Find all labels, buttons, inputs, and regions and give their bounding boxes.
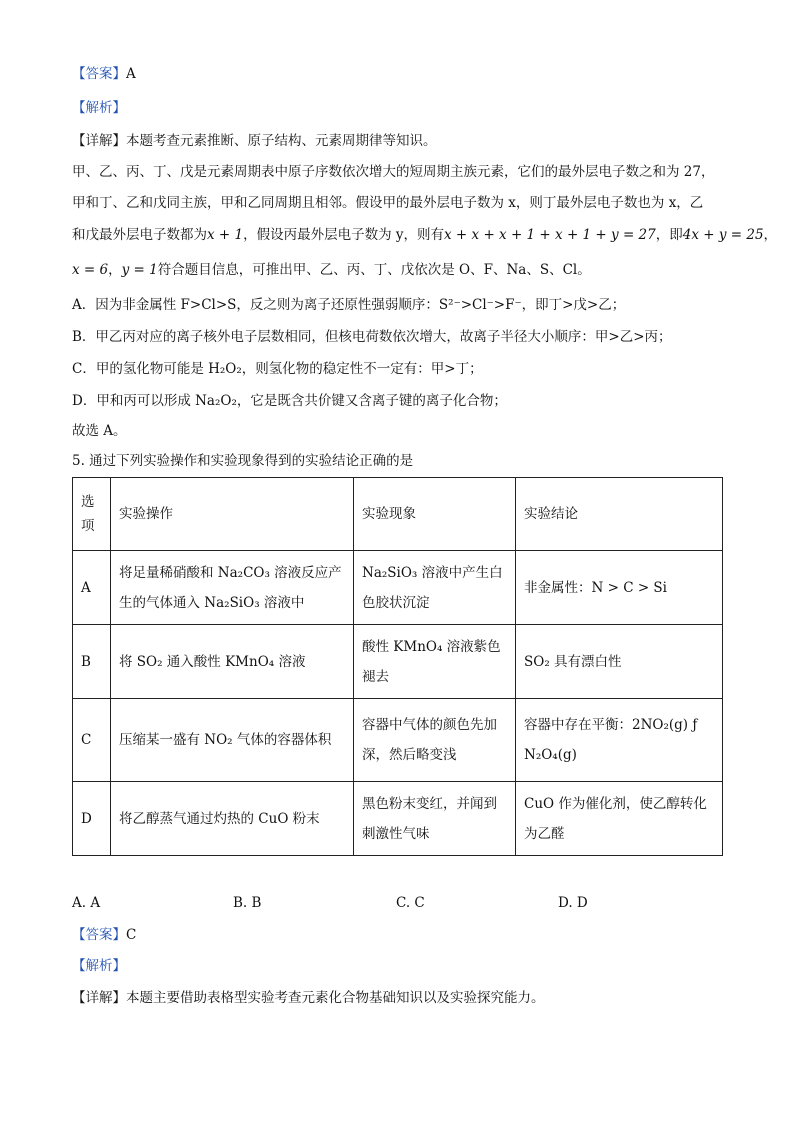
row-operation: 将乙醇蒸气通过灼热的 CuO 粉末 bbox=[111, 782, 354, 856]
row-phenomenon: 酸性 KMnO₄ 溶液紫色褪去 bbox=[354, 625, 516, 699]
q4-option-d-analysis: D．甲和丙可以形成 Na₂O₂，它是既含共价键又含离子键的离子化合物； bbox=[72, 393, 507, 409]
choice-b: B. B bbox=[233, 895, 262, 911]
text-segment: ， bbox=[108, 262, 122, 278]
q4-option-c-analysis: C．甲的氢化物可能是 H₂O₂，则氢化物的稳定性不一定有：甲>丁； bbox=[72, 361, 483, 377]
header-phenomenon: 实验现象 bbox=[354, 478, 516, 551]
row-option: C bbox=[73, 699, 111, 782]
math-expression: x + x + x + 1 + x + 1 + y = 27 bbox=[444, 227, 656, 243]
text-segment: ，即 bbox=[655, 227, 683, 243]
analysis-tag: 【解析】 bbox=[72, 100, 126, 116]
answer-value: A bbox=[126, 66, 136, 82]
q4-detail-line bbox=[72, 131, 437, 151]
table-row bbox=[73, 625, 723, 699]
q4-option-b-analysis: B．甲乙丙对应的离子核外电子层数相同，但核电荷数依次增大，故离子半径大小顺序：甲>乙>丙； bbox=[72, 329, 672, 345]
row-conclusion: 非金属性：N > C > Si bbox=[516, 551, 723, 625]
math-expression: 4x + y = 25 bbox=[682, 227, 764, 243]
text-segment: ， bbox=[763, 227, 778, 243]
q4-conclusion: 故选 A。 bbox=[72, 423, 127, 439]
row-option: B bbox=[73, 625, 111, 699]
row-operation: 将足量稀硝酸和 Na₂CO₃ 溶液反应产生的气体通入 Na₂SiO₃ 溶液中 bbox=[111, 551, 354, 625]
detail-tag: 【详解】 bbox=[72, 990, 126, 1006]
math-expression: x + 1 bbox=[207, 227, 244, 243]
header-conclusion: 实验结论 bbox=[516, 478, 723, 551]
math-expression: x = 6 bbox=[72, 262, 109, 278]
row-conclusion: CuO 作为催化剂，使乙醇转化为乙醛 bbox=[516, 782, 723, 856]
q4-option-a-analysis: A．因为非金属性 F>Cl>S，反之则为离子还原性强弱顺序：S²⁻>Cl⁻>F⁻，即丁>戊>乙； bbox=[72, 297, 626, 313]
table-row bbox=[73, 551, 723, 625]
q4-paragraph-line-3 bbox=[72, 225, 777, 245]
row-conclusion: SO₂ 具有漂白性 bbox=[516, 625, 723, 699]
q5-stem: 5. 通过下列实验操作和实验现象得到的实验结论正确的是 bbox=[72, 453, 414, 469]
math-expression: y = 1 bbox=[121, 262, 158, 278]
detail-intro: 本题考查元素推断、原子结构、元素周期律等知识。 bbox=[126, 133, 437, 149]
row-option: D bbox=[73, 782, 111, 856]
q4-paragraph-line-1: 甲、乙、丙、丁、戊是元素周期表中原子序数依次增大的短周期主族元素，它们的最外层电子数之和为 27， bbox=[72, 164, 715, 180]
experiment-table bbox=[72, 477, 723, 856]
text-segment: ，假设丙最外层电子数为 y，则有 bbox=[243, 227, 445, 243]
table-header-row bbox=[73, 478, 723, 551]
choice-c: C. C bbox=[396, 895, 425, 911]
row-phenomenon: 黑色粉末变红，并闻到刺激性气味 bbox=[354, 782, 516, 856]
q5-analysis-tag bbox=[72, 956, 126, 976]
analysis-tag: 【解析】 bbox=[72, 958, 126, 974]
q4-analysis-tag bbox=[72, 98, 126, 118]
answer-value: C bbox=[126, 927, 137, 943]
table-row bbox=[73, 699, 723, 782]
detail-text: 本题主要借助表格型实验考查元素化合物基础知识以及实验探究能力。 bbox=[126, 990, 545, 1006]
choice-d: D. D bbox=[558, 895, 588, 911]
q4-paragraph-line-2: 甲和丁、乙和戊同主族，甲和乙同周期且相邻。假设甲的最外层电子数为 x，则丁最外层电子数也为 x，乙 bbox=[72, 195, 704, 211]
row-conclusion: 容器中存在平衡：2NO₂(g) ƒ N₂O₄(g) bbox=[516, 699, 723, 782]
row-option: A bbox=[73, 551, 111, 625]
row-operation: 压缩某一盛有 NO₂ 气体的容器体积 bbox=[111, 699, 354, 782]
choice-a: A. A bbox=[72, 895, 101, 911]
text-segment: 和戊最外层电子数都为 bbox=[72, 227, 207, 243]
header-operation: 实验操作 bbox=[111, 478, 354, 551]
row-phenomenon: 容器中气体的颜色先加深，然后略变浅 bbox=[354, 699, 516, 782]
text-segment: 符合题目信息，可推出甲、乙、丙、丁、戊依次是 O、F、Na、S、Cl。 bbox=[157, 262, 591, 278]
header-option: 选项 bbox=[73, 478, 111, 551]
detail-tag: 【详解】 bbox=[72, 133, 126, 149]
row-operation: 将 SO₂ 通入酸性 KMnO₄ 溶液 bbox=[111, 625, 354, 699]
q5-answer-line bbox=[72, 925, 136, 945]
answer-tag: 【答案】 bbox=[72, 927, 126, 943]
q4-paragraph-line-4 bbox=[72, 260, 591, 280]
answer-tag: 【答案】 bbox=[72, 66, 126, 82]
q5-detail-line bbox=[72, 988, 545, 1008]
row-phenomenon: Na₂SiO₃ 溶液中产生白色胶状沉淀 bbox=[354, 551, 516, 625]
table-row bbox=[73, 782, 723, 856]
q4-answer-line bbox=[72, 64, 136, 84]
